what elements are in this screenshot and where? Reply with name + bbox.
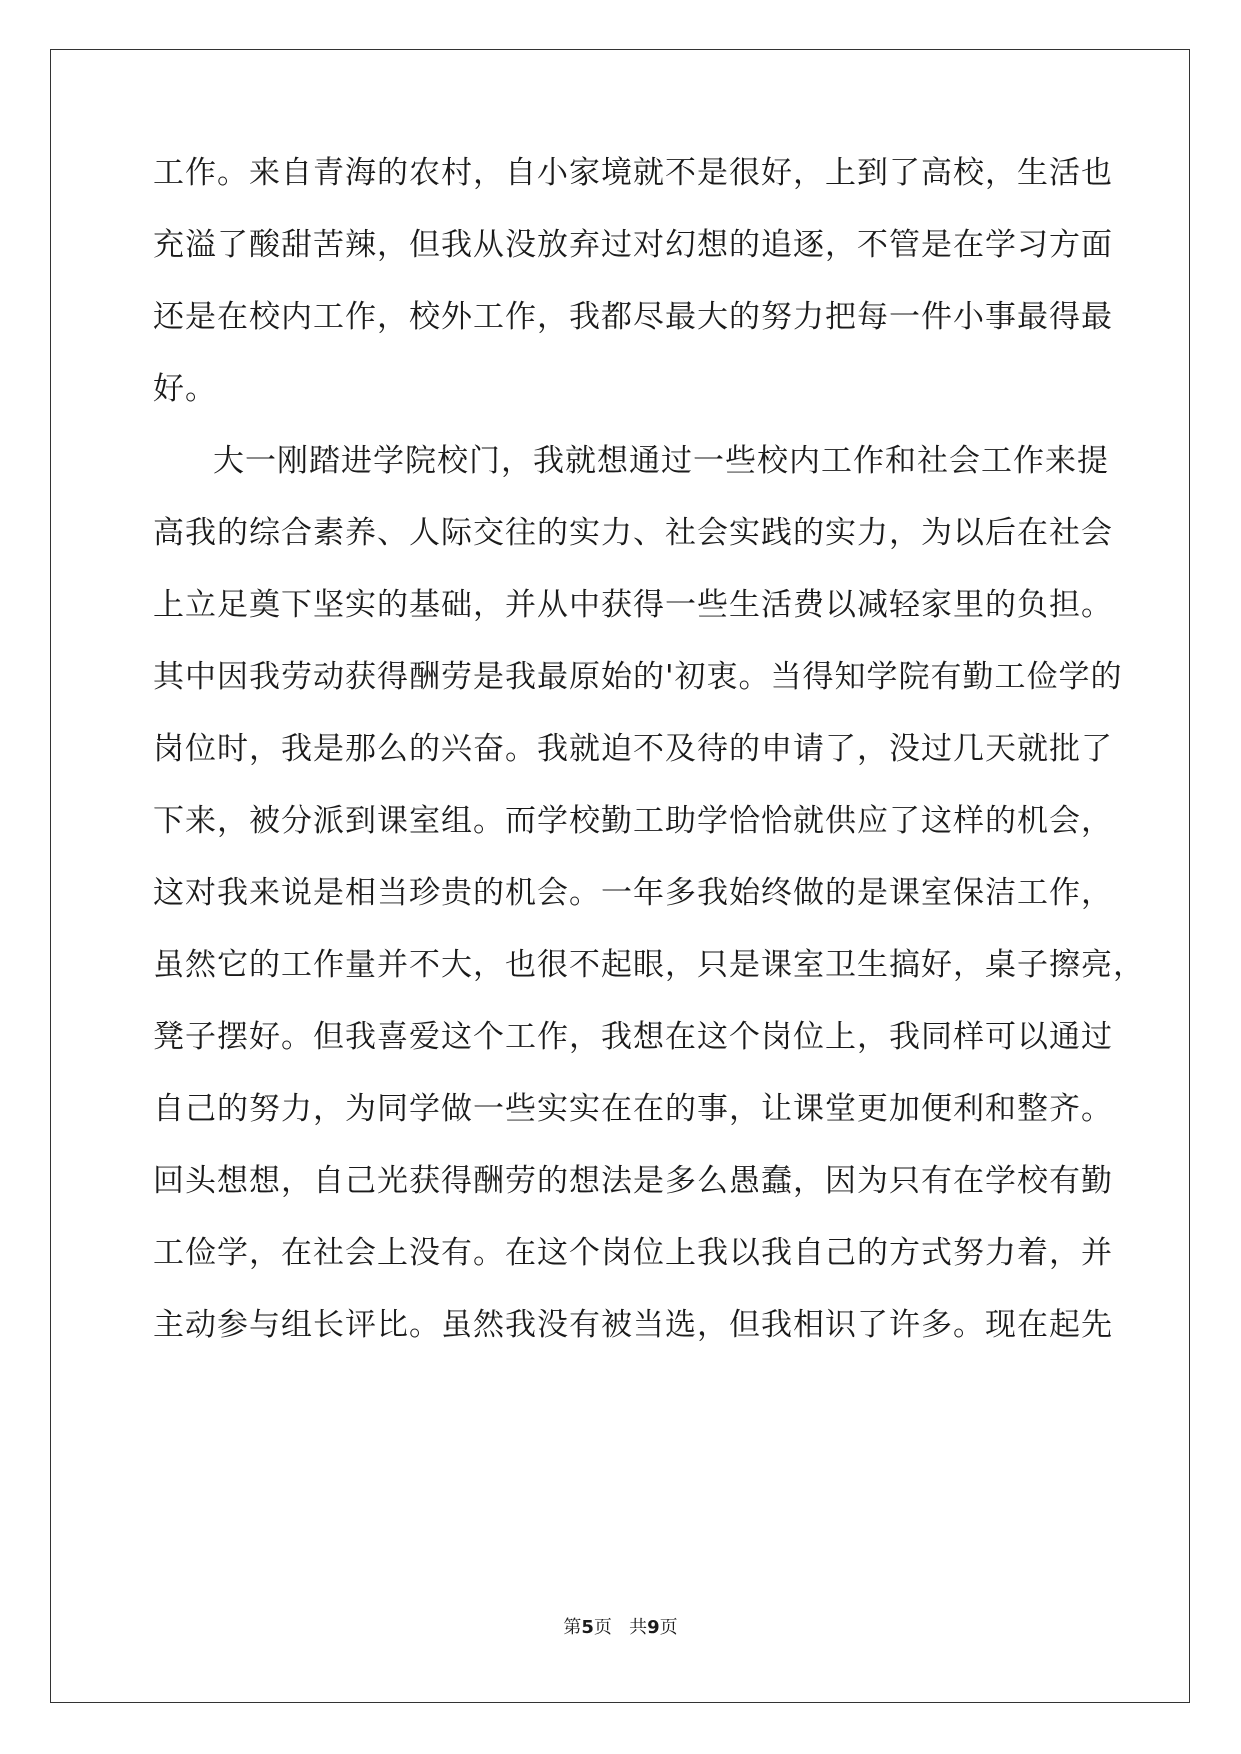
- text-line: 岗位时，我是那么的兴奋。我就迫不及待的申请了，没过几天就批了: [153, 731, 1113, 767]
- page-number: 5: [581, 1617, 594, 1638]
- text-line: 自己的努力，为同学做一些实实在在的事，让课堂更加便利和整齐。: [153, 1091, 1113, 1127]
- text-line: 工俭学，在社会上没有。在这个岗位上我以我自己的方式努力着，并: [153, 1235, 1113, 1271]
- text-line: 充溢了酸甜苦辣，但我从没放弃过对幻想的追逐，不管是在学习方面: [153, 227, 1113, 263]
- text-line: 这对我来说是相当珍贵的机会。一年多我始终做的是课室保洁工作，: [153, 875, 1113, 911]
- text-line: 高我的综合素养、人际交往的实力、社会实践的实力，为以后在社会: [153, 515, 1113, 551]
- text-line: 工作。来自青海的农村，自小家境就不是很好，上到了高校，生活也: [153, 155, 1113, 191]
- text-line: 凳子摆好。但我喜爱这个工作，我想在这个岗位上，我同样可以通过: [153, 1019, 1113, 1055]
- total-suffix: 页: [659, 1617, 678, 1638]
- paragraph-first-line: 大一刚踏进学院校门，我就想通过一些校内工作和社会工作来提: [213, 443, 1109, 479]
- text-line: 主动参与组长评比。虽然我没有被当选，但我相识了许多。现在起先: [153, 1307, 1113, 1343]
- text-line: 下来，被分派到课室组。而学校勤工助学恰恰就供应了这样的机会，: [153, 803, 1113, 839]
- page-suffix: 页: [593, 1617, 612, 1638]
- page-prefix: 第: [563, 1617, 582, 1638]
- text-line: 虽然它的工作量并不大，也很不起眼，只是课室卫生搞好，桌子擦亮，: [153, 947, 1145, 983]
- page-footer: [0, 1616, 1241, 1640]
- text-line: 好。: [153, 371, 217, 407]
- total-prefix: 共: [629, 1617, 648, 1638]
- text-line: 回头想想，自己光获得酬劳的想法是多么愚蠢，因为只有在学校有勤: [153, 1163, 1113, 1199]
- footer-separator: [612, 1617, 629, 1638]
- total-pages: 9: [647, 1617, 660, 1638]
- text-line: 还是在校内工作，校外工作，我都尽最大的努力把每一件小事最得最: [153, 299, 1113, 335]
- text-line: 其中因我劳动获得酬劳是我最原始的'初衷。当得知学院有勤工俭学的: [153, 659, 1123, 695]
- text-line: 上立足奠下坚实的基础，并从中获得一些生活费以减轻家里的负担。: [153, 587, 1113, 623]
